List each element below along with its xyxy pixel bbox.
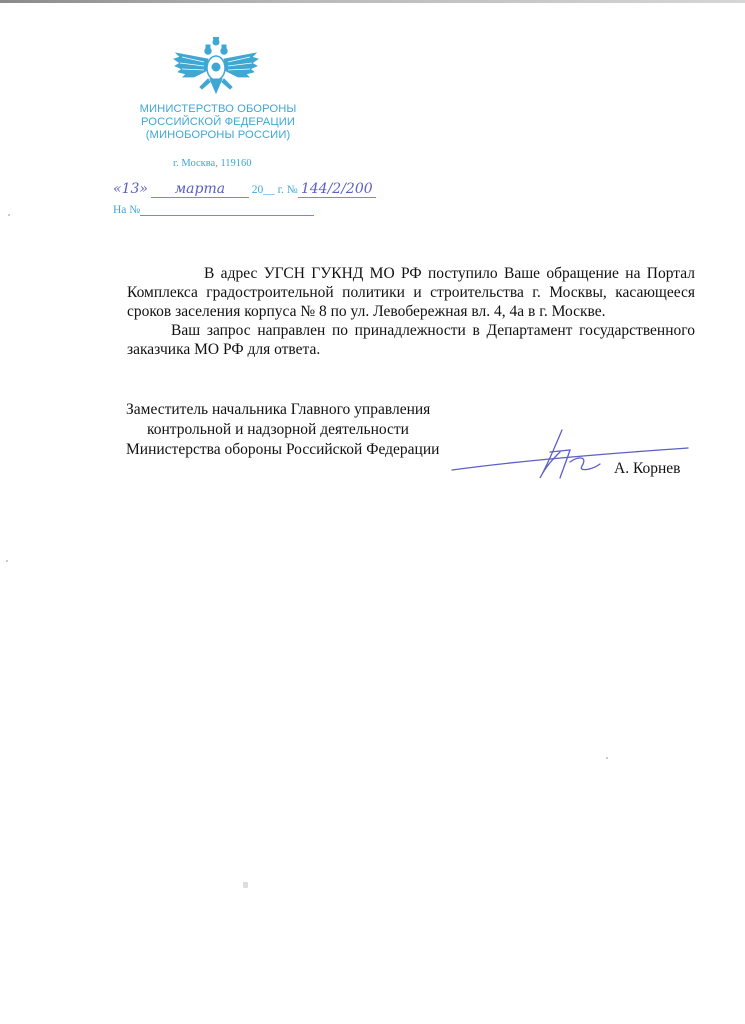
ministry-name-line-1: МИНИСТЕРСТВО ОБОРОНЫ [139, 103, 297, 115]
signatory-position-line-3: Министерства обороны Российской Федерации [126, 441, 440, 458]
reply-reference-line [113, 204, 314, 216]
date-close-quote: » [139, 181, 148, 197]
scan-speck [6, 560, 8, 562]
signatory-position-line-1: Заместитель начальника Главного управления [126, 401, 431, 418]
body-paragraph-1: В адрес УГСН ГУКНД МО РФ поступило Ваше обращение на Портал Комплекса градостроительной политики и строительства г. Москвы, касающееся сроков заселения корпуса № 8 по ул. Левобережная вл. 4, 4а в г. Москве. [127, 265, 695, 320]
date-year-prefix: 20 [251, 184, 264, 196]
scan-speck [606, 757, 608, 759]
ministry-name-line-3: (МИНОБОРОНЫ РОССИИ) [145, 129, 291, 141]
date-year-suffix: __ [263, 184, 275, 196]
signatory-position [126, 400, 439, 460]
scan-speck [8, 214, 10, 216]
scan-speck [243, 882, 248, 888]
reply-reference-label: На № [113, 204, 141, 216]
ministry-name-line-2: РОССИЙСКОЙ ФЕДЕРАЦИИ [140, 116, 296, 128]
signatory-name: А. Корнев [614, 460, 681, 477]
date-year-label: г. [277, 184, 284, 196]
registration-date-line [113, 181, 376, 198]
reply-reference-blank [140, 204, 314, 216]
signatory-position-line-2: контрольной и надзорной деятельности [147, 421, 409, 438]
ministry-letterhead [118, 103, 318, 142]
registration-number: 144/2/200 [300, 181, 373, 197]
date-month: марта [174, 181, 226, 197]
date-day: 13 [121, 181, 140, 197]
city-address: г. Москва, 119160 [173, 158, 252, 169]
number-label: № [286, 184, 298, 196]
date-open-quote: « [113, 181, 122, 197]
body-paragraph-2: Ваш запрос направлен по принадлежности в Департамент государственного заказчика МО РФ для ответа. [127, 322, 695, 358]
double-headed-eagle-emblem-icon [172, 37, 260, 97]
letter-body [127, 264, 695, 359]
scan-top-edge [0, 0, 745, 3]
